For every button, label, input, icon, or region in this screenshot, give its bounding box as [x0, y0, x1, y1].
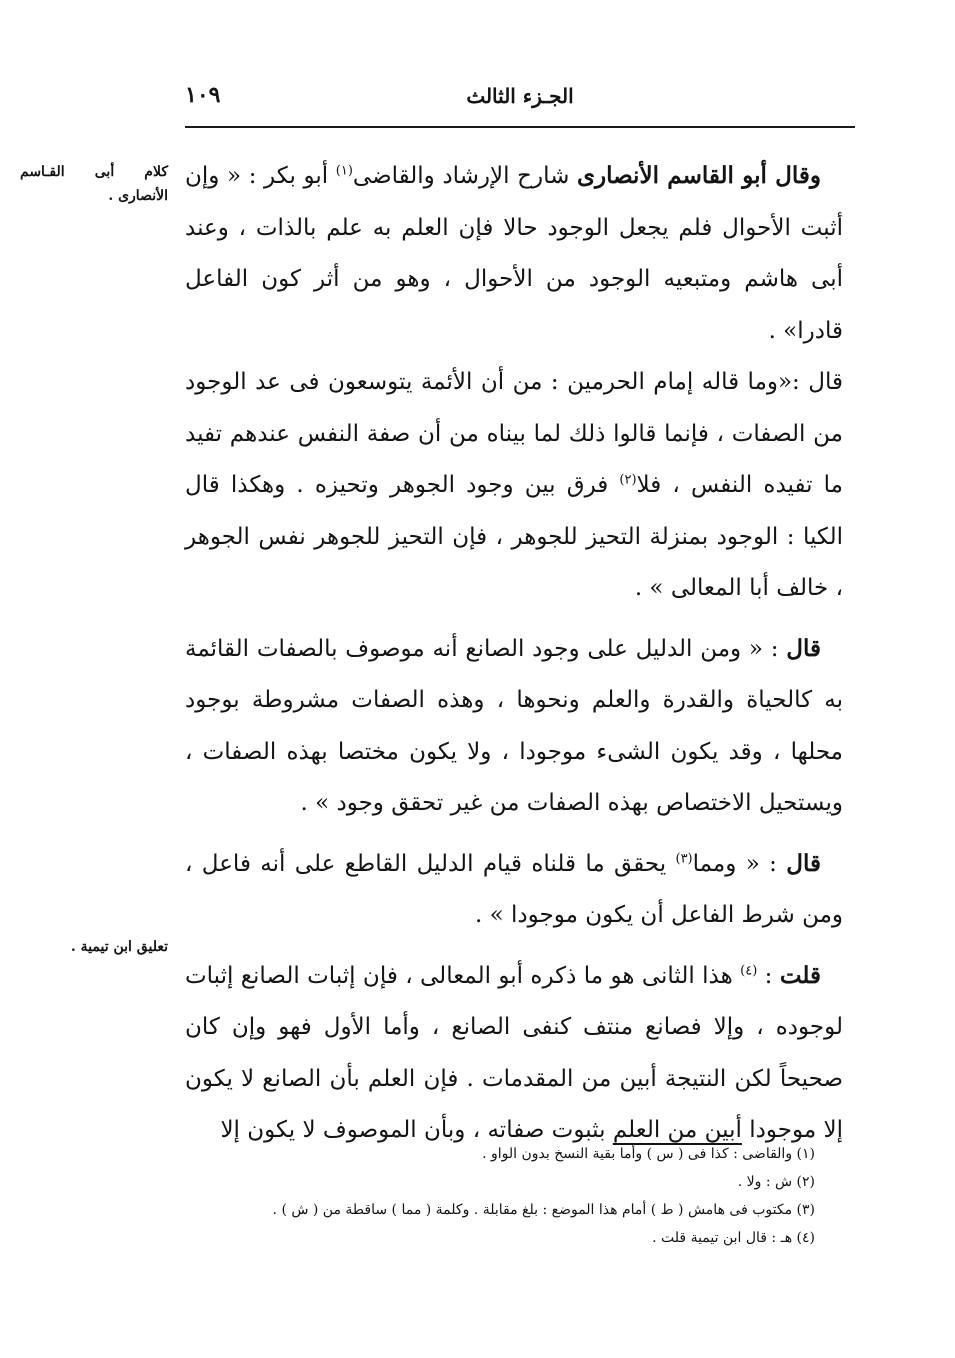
footnote-ref-1: (١) — [335, 163, 353, 179]
paragraph-1 — [185, 150, 843, 357]
margin-note-ibn-taymiyya: تعليق ابن تيمية . — [70, 939, 168, 955]
paragraph-2-text-a: قال :«وما قاله إمام الحرمين : من أن الأئمة يتوسعون فى عد الوجود من الصفات ، فإنما قالوا ذلك لما بيناه من أن صفة النفس عندهم تفيد ما تفيده النفس ، فلا — [185, 369, 843, 498]
paragraph-3-text-a: : « ومن الدليل على وجود الصانع أنه موصوف بالصفات القائمة به كالحياة والقدرة والعلم ونحوها ، وهذه الصفات مشروطة بوجود محلها ، وقد يكون الشىء موجودا ، ولا يكون مختصا بهذه الصفات ، ويستحيل الاختصاص بهذه الصفات من غير تحقق وجود » . — [185, 635, 843, 816]
footnote-ref-4: (٤) — [740, 962, 758, 978]
body-text — [185, 150, 843, 1157]
paragraph-1-text-a: شارح الإرشاد والقاضى — [352, 163, 577, 189]
paragraph-4 — [185, 838, 843, 942]
paragraph-4-text-a: : « ومما — [692, 850, 787, 877]
paragraph-3 — [185, 623, 843, 830]
paragraph-5-text-c: بثبوت صفاته ، وبأن الموصوف لا يكون إلا — [220, 1117, 613, 1143]
paragraph-5-text-b: هذا الثانى هو ما ذكره أبو المعالى ، فإن إثبات الصانع إثبات لوجوده ، وإلا فصانع منتف كنفى الصانع ، وأما الأول فهو وإن كان صحيحاً لكن النتيجة أبين من المقدمات . فإن العلم بأن الصانع لا يكون إلا موجودا — [185, 962, 843, 1143]
footnote-ref-3: (٣) — [675, 850, 693, 866]
paragraph-4-text-b: يحقق ما قلناه قيام الدليل القاطع على أنه فاعل ، ومن شرط الفاعل أن يكون موجودا » . — [185, 850, 843, 928]
paragraph-1-text-b: أبو بكر : « وإن أثبت الأحوال فلم يجعل الوجود حالا فإن العلم به علم بالذات ، وعند أبى هاشم ومتبعيه الوجود من الأحوال ، وهو من أثر كون الفاعل قادرا» . — [185, 163, 843, 344]
paragraph-5-lead: قلت — [779, 961, 822, 989]
underlined-phrase: أبين من العلم — [612, 1117, 742, 1143]
page-number: ١٠٩ — [185, 82, 221, 108]
running-header-title: الجـزء الثالث — [466, 84, 574, 108]
footnote-ref-2: (٢) — [619, 472, 637, 488]
footnotes — [185, 1140, 815, 1252]
paragraph-5 — [185, 950, 843, 1157]
margin-note-ansari: كلام أبى القـاسم الأنصارى . — [20, 164, 168, 204]
footnote-4: (٤) هـ : قال ابن تيمية قلت . — [652, 1230, 815, 1246]
paragraph-2-text-b: فرق بين وجود الجوهر وتحيزه . وهكذا قال الكيا : الوجود بمنزلة التحيز للجوهر ، فإن التحيز للجوهر نفس الجوهر ، خالف أبا المعالى » . — [185, 472, 843, 601]
paragraph-2 — [185, 357, 843, 615]
footnote-1: (١) والقاضى : كذا فى ( س ) وأما بقية النسخ بدون الواو . — [482, 1146, 815, 1162]
paragraph-5-text-a: : — [757, 962, 780, 989]
header-rule — [185, 126, 855, 128]
footnote-2: (٢) ش : ولا . — [737, 1174, 815, 1190]
paragraph-1-lead: وقال أبو القاسم الأنصارى — [576, 162, 822, 189]
paragraph-4-lead: قال — [786, 849, 821, 877]
paragraph-3-lead: قال — [786, 634, 821, 662]
footnote-3: (٣) مكتوب فى هامش ( ط ) أمام هذا الموضع : بلغ مقابلة . وكلمة ( مما ) ساقطة من ( ش ) . — [272, 1202, 815, 1218]
running-header — [185, 80, 855, 120]
